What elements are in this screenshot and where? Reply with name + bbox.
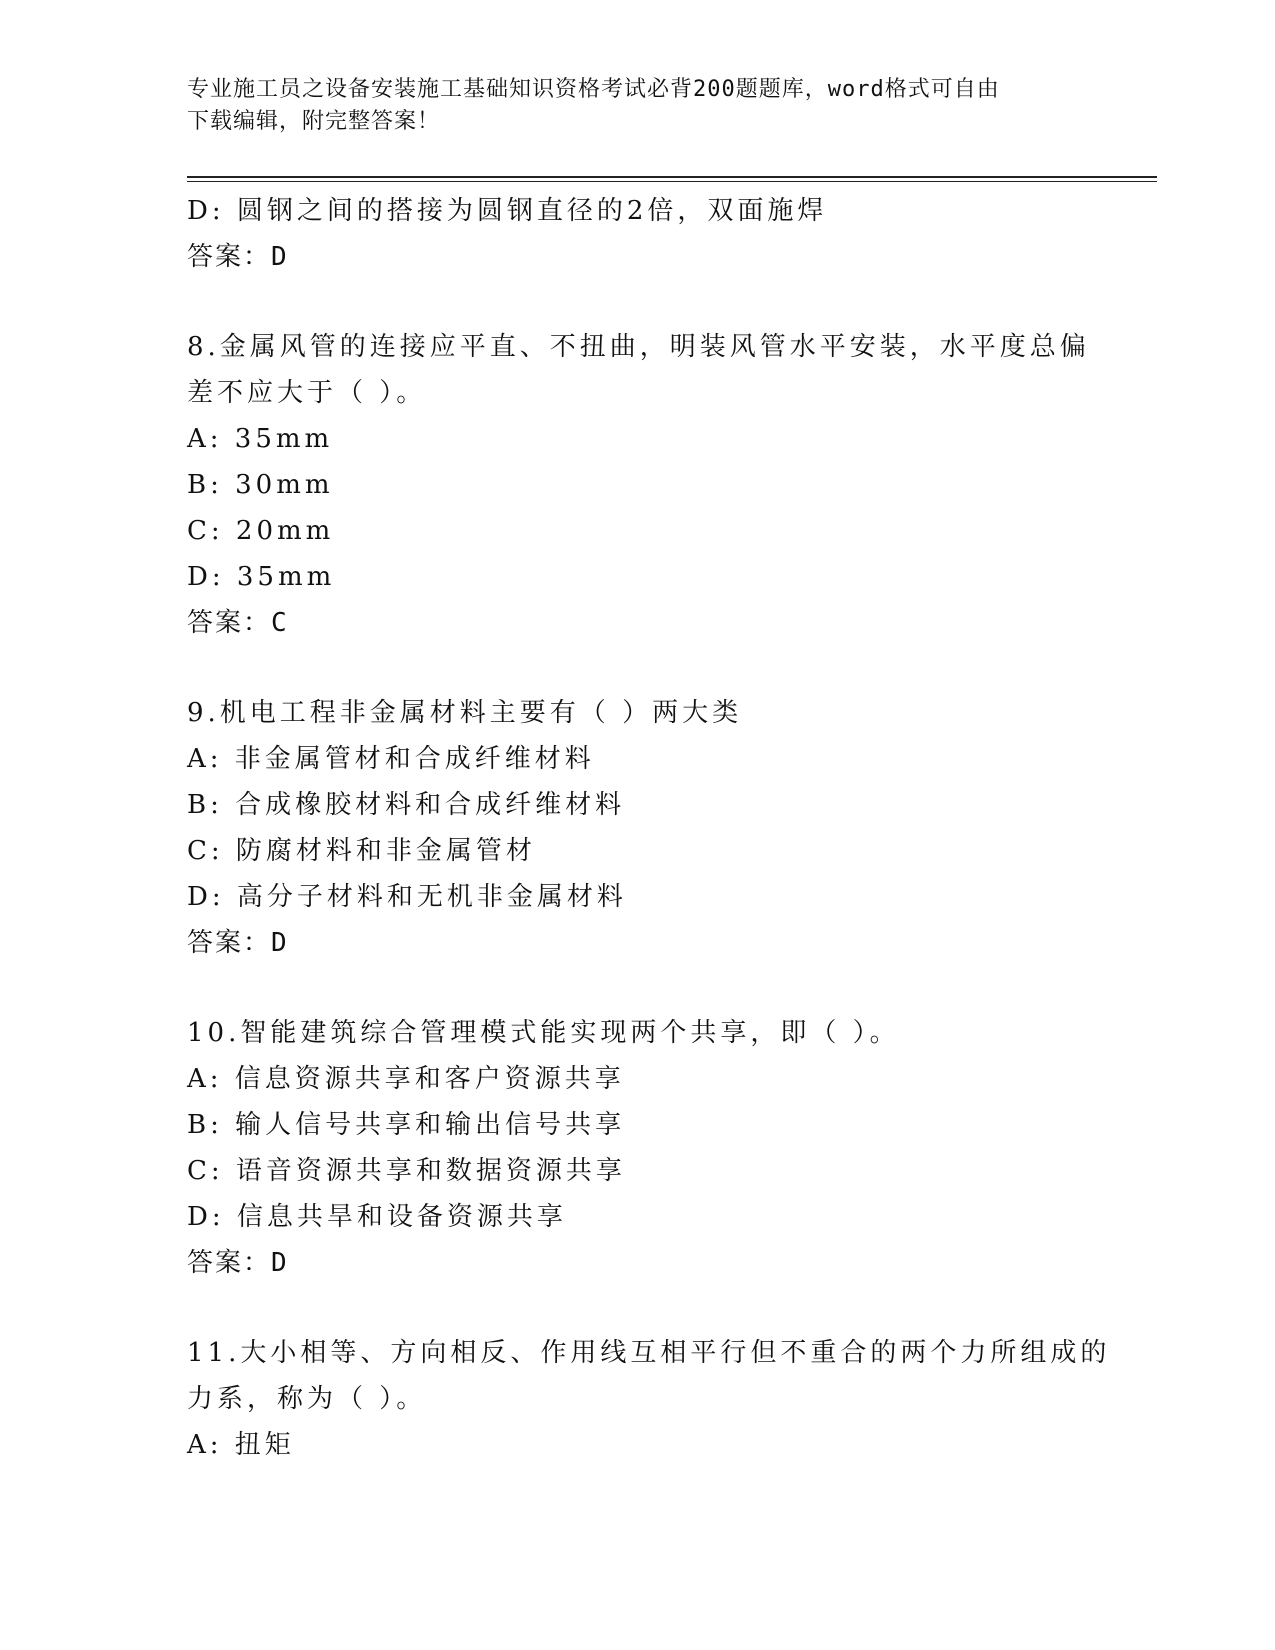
answer: 答案：D [187,1248,289,1278]
header-divider-thin [187,181,1157,182]
question-10 [187,1010,1087,1286]
question-8 [187,324,1090,646]
question-text: 9.机电工程非金属材料主要有（ ）两大类 [187,698,743,728]
question-7-tail [187,188,1087,280]
option-c: C: 语音资源共享和数据资源共享 [187,1156,626,1186]
answer: 答案：D [187,928,289,958]
document-header [187,74,1087,138]
option-d: D: 高分子材料和无机非金属材料 [187,882,627,912]
answer: 答案：D [187,242,289,272]
option-a: A: 扭矩 [187,1430,295,1460]
header-line-2: 下载编辑，附完整答案！ [187,109,441,134]
option-d: D: 信息共旱和设备资源共享 [187,1202,567,1232]
question-text-line-1: 11.大小相等、方向相反、作用线互相平行但不重合的两个力所组成的 [187,1338,1111,1368]
question-text-line-1: 8.金属风管的连接应平直、不扭曲，明装风管水平安装，水平度总偏 [187,332,1090,362]
option-c: C: 防腐材料和非金属管材 [187,836,536,866]
option-b: B: 30mm [187,470,334,500]
answer: 答案：C [187,608,289,638]
option-b: B: 输人信号共享和输出信号共享 [187,1110,626,1140]
question-9 [187,690,1087,966]
header-divider-thick [187,176,1157,178]
option-a: A: 非金属管材和合成纤维材料 [187,744,595,774]
question-text-line-2: 力系，称为（ ）。 [187,1384,427,1414]
question-11 [187,1330,1111,1468]
option-a: A: 35mm [187,424,334,454]
option-c: C: 20mm [187,516,335,546]
option-d: D: 35mm [187,562,336,592]
option-a: A: 信息资源共享和客户资源共享 [187,1064,625,1094]
question-list [187,188,1111,1468]
option-d: D: 圆钢之间的搭接为圆钢直径的2倍，双面施焊 [187,196,828,226]
question-text: 10.智能建筑综合管理模式能实现两个共享，即（ ）。 [187,1018,900,1048]
header-line-1: 专业施工员之设备安装施工基础知识资格考试必背200题题库，word格式可自由 [187,77,1000,102]
option-b: B: 合成橡胶材料和合成纤维材料 [187,790,626,820]
question-text-line-2: 差不应大于（ ）。 [187,378,427,408]
